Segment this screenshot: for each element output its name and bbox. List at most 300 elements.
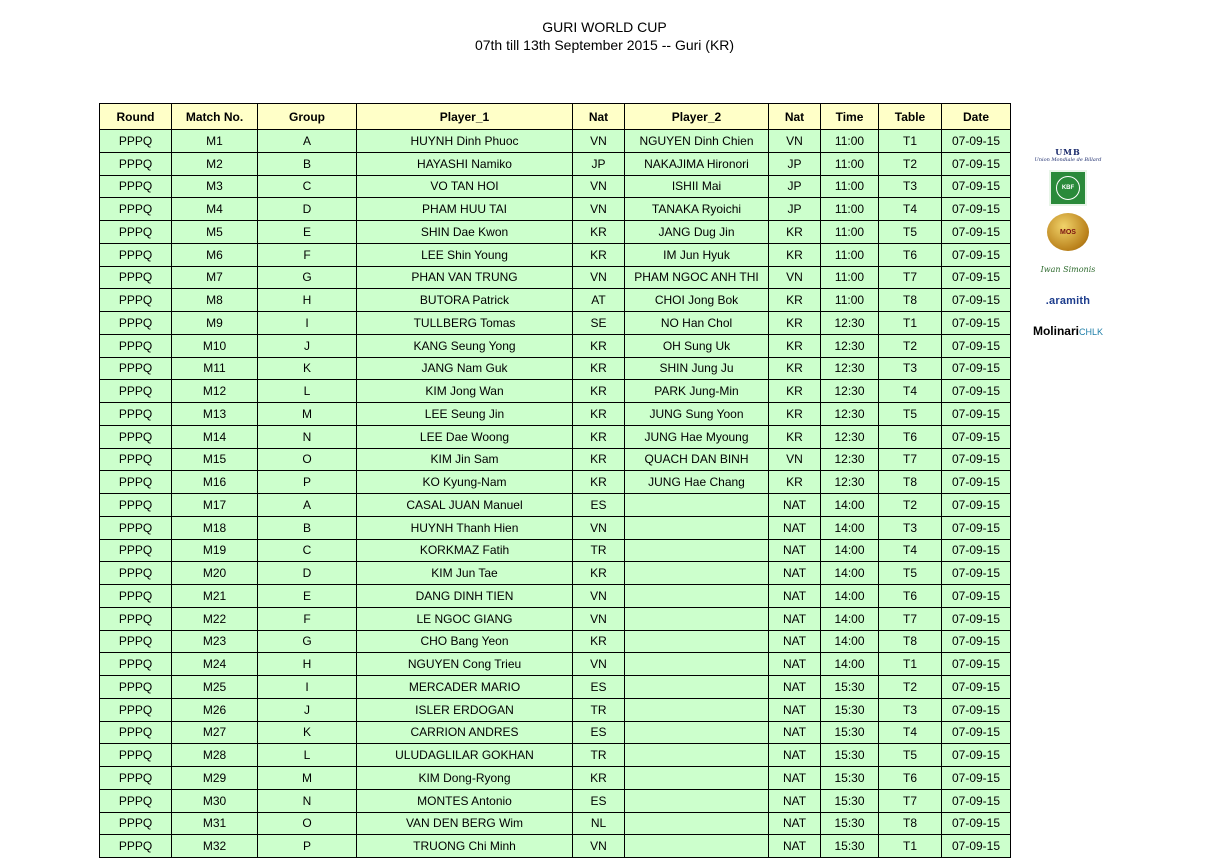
cell-nat-2: JP bbox=[769, 152, 821, 175]
cell-time: 12:30 bbox=[821, 380, 879, 403]
cell-round: PPPQ bbox=[100, 403, 172, 426]
cell-time: 12:30 bbox=[821, 448, 879, 471]
table-row bbox=[100, 152, 1011, 175]
cell-player-2 bbox=[625, 835, 769, 858]
cell-match-no: M16 bbox=[172, 471, 258, 494]
cell-table: T3 bbox=[879, 516, 942, 539]
column-header-nat-2: Nat bbox=[769, 104, 821, 130]
cell-player-1: KO Kyung-Nam bbox=[357, 471, 573, 494]
cell-date: 07-09-15 bbox=[942, 175, 1011, 198]
cell-nat-1: TR bbox=[573, 539, 625, 562]
cell-player-1: PHAN VAN TRUNG bbox=[357, 266, 573, 289]
cell-date: 07-09-15 bbox=[942, 266, 1011, 289]
document-header bbox=[0, 18, 1209, 54]
cell-nat-1: ES bbox=[573, 494, 625, 517]
cell-round: PPPQ bbox=[100, 744, 172, 767]
cell-round: PPPQ bbox=[100, 334, 172, 357]
cell-table: T1 bbox=[879, 312, 942, 335]
cell-date: 07-09-15 bbox=[942, 448, 1011, 471]
cell-nat-2: NAT bbox=[769, 789, 821, 812]
cell-time: 14:00 bbox=[821, 607, 879, 630]
cell-match-no: M29 bbox=[172, 767, 258, 790]
cell-time: 11:00 bbox=[821, 266, 879, 289]
cell-match-no: M18 bbox=[172, 516, 258, 539]
cell-player-1: NGUYEN Cong Trieu bbox=[357, 653, 573, 676]
cell-round: PPPQ bbox=[100, 266, 172, 289]
cell-group: O bbox=[258, 448, 357, 471]
cell-player-1: TULLBERG Tomas bbox=[357, 312, 573, 335]
cell-player-2: JUNG Hae Chang bbox=[625, 471, 769, 494]
cell-match-no: M25 bbox=[172, 676, 258, 699]
cell-player-2 bbox=[625, 676, 769, 699]
cell-round: PPPQ bbox=[100, 130, 172, 153]
cell-player-1: KIM Dong-Ryong bbox=[357, 767, 573, 790]
cell-table: T5 bbox=[879, 744, 942, 767]
cell-player-2 bbox=[625, 812, 769, 835]
cell-player-2: JANG Dug Jin bbox=[625, 221, 769, 244]
cell-table: T2 bbox=[879, 152, 942, 175]
table-row bbox=[100, 130, 1011, 153]
cell-match-no: M32 bbox=[172, 835, 258, 858]
cell-time: 12:30 bbox=[821, 357, 879, 380]
cell-player-1: BUTORA Patrick bbox=[357, 289, 573, 312]
cell-nat-2: JP bbox=[769, 198, 821, 221]
cell-player-1: LEE Dae Woong bbox=[357, 425, 573, 448]
molinari-logo bbox=[1030, 320, 1106, 342]
cell-date: 07-09-15 bbox=[942, 562, 1011, 585]
cell-player-2 bbox=[625, 607, 769, 630]
cell-time: 12:30 bbox=[821, 403, 879, 426]
cell-date: 07-09-15 bbox=[942, 312, 1011, 335]
cell-player-2 bbox=[625, 630, 769, 653]
cell-player-2: IM Jun Hyuk bbox=[625, 243, 769, 266]
cell-player-1: HUYNH Thanh Hien bbox=[357, 516, 573, 539]
cell-match-no: M13 bbox=[172, 403, 258, 426]
cell-match-no: M1 bbox=[172, 130, 258, 153]
cell-time: 11:00 bbox=[821, 175, 879, 198]
cell-nat-1: JP bbox=[573, 152, 625, 175]
cell-nat-2: KR bbox=[769, 221, 821, 244]
cell-date: 07-09-15 bbox=[942, 744, 1011, 767]
cell-nat-2: NAT bbox=[769, 516, 821, 539]
cell-table: T1 bbox=[879, 835, 942, 858]
cell-player-2 bbox=[625, 539, 769, 562]
column-header-table: Table bbox=[879, 104, 942, 130]
cell-group: B bbox=[258, 152, 357, 175]
cell-date: 07-09-15 bbox=[942, 130, 1011, 153]
cell-date: 07-09-15 bbox=[942, 835, 1011, 858]
table-row bbox=[100, 289, 1011, 312]
table-row bbox=[100, 721, 1011, 744]
cell-round: PPPQ bbox=[100, 471, 172, 494]
cell-group: P bbox=[258, 471, 357, 494]
cell-group: E bbox=[258, 221, 357, 244]
table-row bbox=[100, 312, 1011, 335]
cell-match-no: M19 bbox=[172, 539, 258, 562]
cell-match-no: M6 bbox=[172, 243, 258, 266]
cell-nat-1: KR bbox=[573, 471, 625, 494]
cell-round: PPPQ bbox=[100, 789, 172, 812]
table-row bbox=[100, 175, 1011, 198]
cell-date: 07-09-15 bbox=[942, 494, 1011, 517]
umb-logo-text: UMB bbox=[1055, 147, 1081, 157]
cell-player-2 bbox=[625, 789, 769, 812]
column-header-player-2: Player_2 bbox=[625, 104, 769, 130]
cell-nat-2: NAT bbox=[769, 539, 821, 562]
document-subtitle: 07th till 13th September 2015 -- Guri (KR) bbox=[474, 37, 735, 53]
cell-nat-2: NAT bbox=[769, 744, 821, 767]
cell-group: I bbox=[258, 312, 357, 335]
cell-nat-2: KR bbox=[769, 380, 821, 403]
cell-nat-2: NAT bbox=[769, 676, 821, 699]
cell-group: M bbox=[258, 767, 357, 790]
cell-round: PPPQ bbox=[100, 175, 172, 198]
table-body bbox=[100, 130, 1011, 858]
cell-date: 07-09-15 bbox=[942, 152, 1011, 175]
cell-player-1: LEE Seung Jin bbox=[357, 403, 573, 426]
cell-nat-2: NAT bbox=[769, 562, 821, 585]
cell-nat-1: KR bbox=[573, 403, 625, 426]
column-header-date: Date bbox=[942, 104, 1011, 130]
cell-nat-2: KR bbox=[769, 425, 821, 448]
umb-logo bbox=[1030, 142, 1106, 168]
cell-match-no: M22 bbox=[172, 607, 258, 630]
cell-nat-2: JP bbox=[769, 175, 821, 198]
cell-nat-1: KR bbox=[573, 243, 625, 266]
cell-nat-2: NAT bbox=[769, 835, 821, 858]
cell-nat-1: KR bbox=[573, 380, 625, 403]
table-row bbox=[100, 448, 1011, 471]
cell-player-1: MERCADER MARIO bbox=[357, 676, 573, 699]
cell-round: PPPQ bbox=[100, 698, 172, 721]
table-row bbox=[100, 585, 1011, 608]
cell-nat-1: VN bbox=[573, 585, 625, 608]
cell-player-1: MONTES Antonio bbox=[357, 789, 573, 812]
cell-match-no: M31 bbox=[172, 812, 258, 835]
cell-nat-1: AT bbox=[573, 289, 625, 312]
column-header-match-no: Match No. bbox=[172, 104, 258, 130]
cell-player-1: CHO Bang Yeon bbox=[357, 630, 573, 653]
cell-match-no: M2 bbox=[172, 152, 258, 175]
cell-nat-1: KR bbox=[573, 767, 625, 790]
cell-player-1: HAYASHI Namiko bbox=[357, 152, 573, 175]
cell-nat-2: NAT bbox=[769, 721, 821, 744]
cell-group: D bbox=[258, 562, 357, 585]
cell-nat-2: NAT bbox=[769, 698, 821, 721]
cell-player-2: NGUYEN Dinh Chien bbox=[625, 130, 769, 153]
cell-round: PPPQ bbox=[100, 721, 172, 744]
cell-nat-2: VN bbox=[769, 130, 821, 153]
cell-group: K bbox=[258, 721, 357, 744]
cell-nat-1: VN bbox=[573, 175, 625, 198]
cell-round: PPPQ bbox=[100, 243, 172, 266]
cell-group: G bbox=[258, 266, 357, 289]
cell-round: PPPQ bbox=[100, 516, 172, 539]
cell-table: T5 bbox=[879, 221, 942, 244]
cell-date: 07-09-15 bbox=[942, 767, 1011, 790]
cell-group: G bbox=[258, 630, 357, 653]
cell-nat-2: VN bbox=[769, 448, 821, 471]
cell-player-2 bbox=[625, 516, 769, 539]
cell-player-2: SHIN Jung Ju bbox=[625, 357, 769, 380]
cell-player-2 bbox=[625, 653, 769, 676]
cell-table: T6 bbox=[879, 767, 942, 790]
cell-table: T3 bbox=[879, 357, 942, 380]
table-row bbox=[100, 243, 1011, 266]
table-row bbox=[100, 607, 1011, 630]
cell-nat-2: KR bbox=[769, 334, 821, 357]
cell-nat-2: NAT bbox=[769, 585, 821, 608]
cell-nat-2: NAT bbox=[769, 653, 821, 676]
cell-time: 14:00 bbox=[821, 653, 879, 676]
cell-table: T4 bbox=[879, 721, 942, 744]
cell-player-1: TRUONG Chi Minh bbox=[357, 835, 573, 858]
cell-group: O bbox=[258, 812, 357, 835]
cell-table: T6 bbox=[879, 585, 942, 608]
cell-player-2 bbox=[625, 562, 769, 585]
cell-time: 14:00 bbox=[821, 539, 879, 562]
table-row bbox=[100, 767, 1011, 790]
cell-date: 07-09-15 bbox=[942, 789, 1011, 812]
cell-round: PPPQ bbox=[100, 357, 172, 380]
cell-nat-2: NAT bbox=[769, 630, 821, 653]
cell-round: PPPQ bbox=[100, 448, 172, 471]
cell-player-2: QUACH DAN BINH bbox=[625, 448, 769, 471]
cell-player-1: CARRION ANDRES bbox=[357, 721, 573, 744]
cell-table: T8 bbox=[879, 289, 942, 312]
cell-round: PPPQ bbox=[100, 221, 172, 244]
cell-table: T2 bbox=[879, 334, 942, 357]
cell-nat-1: VN bbox=[573, 835, 625, 858]
cell-player-2 bbox=[625, 744, 769, 767]
cell-player-2 bbox=[625, 585, 769, 608]
cell-player-2: ISHII Mai bbox=[625, 175, 769, 198]
cell-match-no: M9 bbox=[172, 312, 258, 335]
cell-round: PPPQ bbox=[100, 630, 172, 653]
cell-nat-1: SE bbox=[573, 312, 625, 335]
table-row bbox=[100, 471, 1011, 494]
cell-date: 07-09-15 bbox=[942, 425, 1011, 448]
cell-time: 14:00 bbox=[821, 630, 879, 653]
cell-round: PPPQ bbox=[100, 289, 172, 312]
document-title: GURI WORLD CUP bbox=[542, 19, 667, 35]
cell-nat-2: KR bbox=[769, 289, 821, 312]
cell-round: PPPQ bbox=[100, 494, 172, 517]
cell-time: 12:30 bbox=[821, 312, 879, 335]
cell-group: N bbox=[258, 789, 357, 812]
cell-player-2: OH Sung Uk bbox=[625, 334, 769, 357]
cell-nat-1: VN bbox=[573, 653, 625, 676]
cell-time: 15:30 bbox=[821, 721, 879, 744]
cell-date: 07-09-15 bbox=[942, 698, 1011, 721]
cell-match-no: M5 bbox=[172, 221, 258, 244]
cell-nat-1: VN bbox=[573, 516, 625, 539]
cell-table: T2 bbox=[879, 494, 942, 517]
table-row bbox=[100, 380, 1011, 403]
cell-group: H bbox=[258, 653, 357, 676]
cell-time: 15:30 bbox=[821, 698, 879, 721]
cell-player-2 bbox=[625, 767, 769, 790]
cell-nat-1: TR bbox=[573, 698, 625, 721]
cell-time: 14:00 bbox=[821, 585, 879, 608]
cell-table: T7 bbox=[879, 789, 942, 812]
cell-date: 07-09-15 bbox=[942, 471, 1011, 494]
cell-group: A bbox=[258, 130, 357, 153]
cell-nat-1: KR bbox=[573, 334, 625, 357]
molinari-logo-text: MolinariCHLK bbox=[1032, 324, 1104, 338]
cell-player-2 bbox=[625, 698, 769, 721]
cell-nat-2: KR bbox=[769, 357, 821, 380]
cell-player-1: KORKMAZ Fatih bbox=[357, 539, 573, 562]
cell-match-no: M3 bbox=[172, 175, 258, 198]
cell-group: C bbox=[258, 539, 357, 562]
column-header-group: Group bbox=[258, 104, 357, 130]
cell-player-2: NAKAJIMA Hironori bbox=[625, 152, 769, 175]
table-row bbox=[100, 425, 1011, 448]
cell-date: 07-09-15 bbox=[942, 585, 1011, 608]
cell-player-2 bbox=[625, 494, 769, 517]
cell-nat-2: KR bbox=[769, 403, 821, 426]
kbf-logo-text: KBF bbox=[1056, 176, 1080, 200]
cell-player-1: JANG Nam Guk bbox=[357, 357, 573, 380]
cell-player-2: CHOI Jong Bok bbox=[625, 289, 769, 312]
cell-player-2: JUNG Sung Yoon bbox=[625, 403, 769, 426]
cell-nat-1: KR bbox=[573, 221, 625, 244]
table-row bbox=[100, 357, 1011, 380]
column-header-player-1: Player_1 bbox=[357, 104, 573, 130]
cell-group: F bbox=[258, 243, 357, 266]
cell-match-no: M26 bbox=[172, 698, 258, 721]
cell-table: T8 bbox=[879, 630, 942, 653]
cell-match-no: M10 bbox=[172, 334, 258, 357]
umb-logo-tagline: Union Mondiale de Billard bbox=[1034, 157, 1102, 163]
cell-table: T6 bbox=[879, 243, 942, 266]
cell-group: L bbox=[258, 744, 357, 767]
cell-player-1: KIM Jin Sam bbox=[357, 448, 573, 471]
cell-date: 07-09-15 bbox=[942, 334, 1011, 357]
table-row bbox=[100, 494, 1011, 517]
cell-match-no: M4 bbox=[172, 198, 258, 221]
cell-table: T8 bbox=[879, 812, 942, 835]
cell-round: PPPQ bbox=[100, 676, 172, 699]
cell-nat-2: VN bbox=[769, 266, 821, 289]
cell-table: T1 bbox=[879, 130, 942, 153]
cell-match-no: M12 bbox=[172, 380, 258, 403]
cell-match-no: M30 bbox=[172, 789, 258, 812]
cell-match-no: M28 bbox=[172, 744, 258, 767]
cell-date: 07-09-15 bbox=[942, 721, 1011, 744]
cell-match-no: M14 bbox=[172, 425, 258, 448]
cell-round: PPPQ bbox=[100, 835, 172, 858]
simonis-logo-text: Iwan Simonis bbox=[1040, 264, 1096, 274]
cell-round: PPPQ bbox=[100, 607, 172, 630]
cell-date: 07-09-15 bbox=[942, 289, 1011, 312]
cell-round: PPPQ bbox=[100, 539, 172, 562]
cell-time: 11:00 bbox=[821, 221, 879, 244]
cell-match-no: M27 bbox=[172, 721, 258, 744]
table-header-row bbox=[100, 104, 1011, 130]
kbf-logo bbox=[1030, 168, 1106, 208]
cell-round: PPPQ bbox=[100, 767, 172, 790]
cell-date: 07-09-15 bbox=[942, 380, 1011, 403]
cell-table: T7 bbox=[879, 266, 942, 289]
cell-date: 07-09-15 bbox=[942, 630, 1011, 653]
cell-table: T8 bbox=[879, 471, 942, 494]
cell-group: J bbox=[258, 698, 357, 721]
cell-date: 07-09-15 bbox=[942, 812, 1011, 835]
table-row bbox=[100, 198, 1011, 221]
cell-time: 14:00 bbox=[821, 562, 879, 585]
table-row bbox=[100, 744, 1011, 767]
cell-player-1: CASAL JUAN Manuel bbox=[357, 494, 573, 517]
cell-nat-2: KR bbox=[769, 312, 821, 335]
cell-group: M bbox=[258, 403, 357, 426]
cell-table: T7 bbox=[879, 607, 942, 630]
cell-group: L bbox=[258, 380, 357, 403]
cell-match-no: M20 bbox=[172, 562, 258, 585]
cell-nat-1: KR bbox=[573, 425, 625, 448]
cell-nat-2: NAT bbox=[769, 812, 821, 835]
cell-table: T4 bbox=[879, 539, 942, 562]
table-row bbox=[100, 562, 1011, 585]
cell-player-1: PHAM HUU TAI bbox=[357, 198, 573, 221]
cell-round: PPPQ bbox=[100, 312, 172, 335]
cell-time: 15:30 bbox=[821, 812, 879, 835]
cell-date: 07-09-15 bbox=[942, 221, 1011, 244]
cell-match-no: M23 bbox=[172, 630, 258, 653]
cell-player-1: ULUDAGLILAR GOKHAN bbox=[357, 744, 573, 767]
cell-player-1: HUYNH Dinh Phuoc bbox=[357, 130, 573, 153]
cell-table: T4 bbox=[879, 198, 942, 221]
cell-table: T3 bbox=[879, 698, 942, 721]
cell-round: PPPQ bbox=[100, 380, 172, 403]
cell-group: D bbox=[258, 198, 357, 221]
cell-time: 11:00 bbox=[821, 198, 879, 221]
cell-player-1: VO TAN HOI bbox=[357, 175, 573, 198]
cell-group: H bbox=[258, 289, 357, 312]
cell-nat-2: NAT bbox=[769, 767, 821, 790]
cell-date: 07-09-15 bbox=[942, 243, 1011, 266]
table-row bbox=[100, 334, 1011, 357]
cell-round: PPPQ bbox=[100, 562, 172, 585]
brand3-logo-text: MOS bbox=[1047, 213, 1089, 251]
cell-group: B bbox=[258, 516, 357, 539]
cell-group: J bbox=[258, 334, 357, 357]
column-header-time: Time bbox=[821, 104, 879, 130]
cell-match-no: M7 bbox=[172, 266, 258, 289]
cell-round: PPPQ bbox=[100, 653, 172, 676]
cell-nat-2: NAT bbox=[769, 494, 821, 517]
column-header-round: Round bbox=[100, 104, 172, 130]
cell-time: 11:00 bbox=[821, 289, 879, 312]
cell-time: 15:30 bbox=[821, 767, 879, 790]
cell-date: 07-09-15 bbox=[942, 357, 1011, 380]
cell-match-no: M21 bbox=[172, 585, 258, 608]
cell-date: 07-09-15 bbox=[942, 607, 1011, 630]
table-row bbox=[100, 266, 1011, 289]
cell-table: T4 bbox=[879, 380, 942, 403]
cell-time: 11:00 bbox=[821, 243, 879, 266]
cell-group: I bbox=[258, 676, 357, 699]
cell-group: P bbox=[258, 835, 357, 858]
cell-time: 15:30 bbox=[821, 789, 879, 812]
cell-nat-1: VN bbox=[573, 607, 625, 630]
table-row bbox=[100, 789, 1011, 812]
cell-time: 11:00 bbox=[821, 130, 879, 153]
cell-player-1: LE NGOC GIANG bbox=[357, 607, 573, 630]
cell-time: 11:00 bbox=[821, 152, 879, 175]
table-row bbox=[100, 653, 1011, 676]
